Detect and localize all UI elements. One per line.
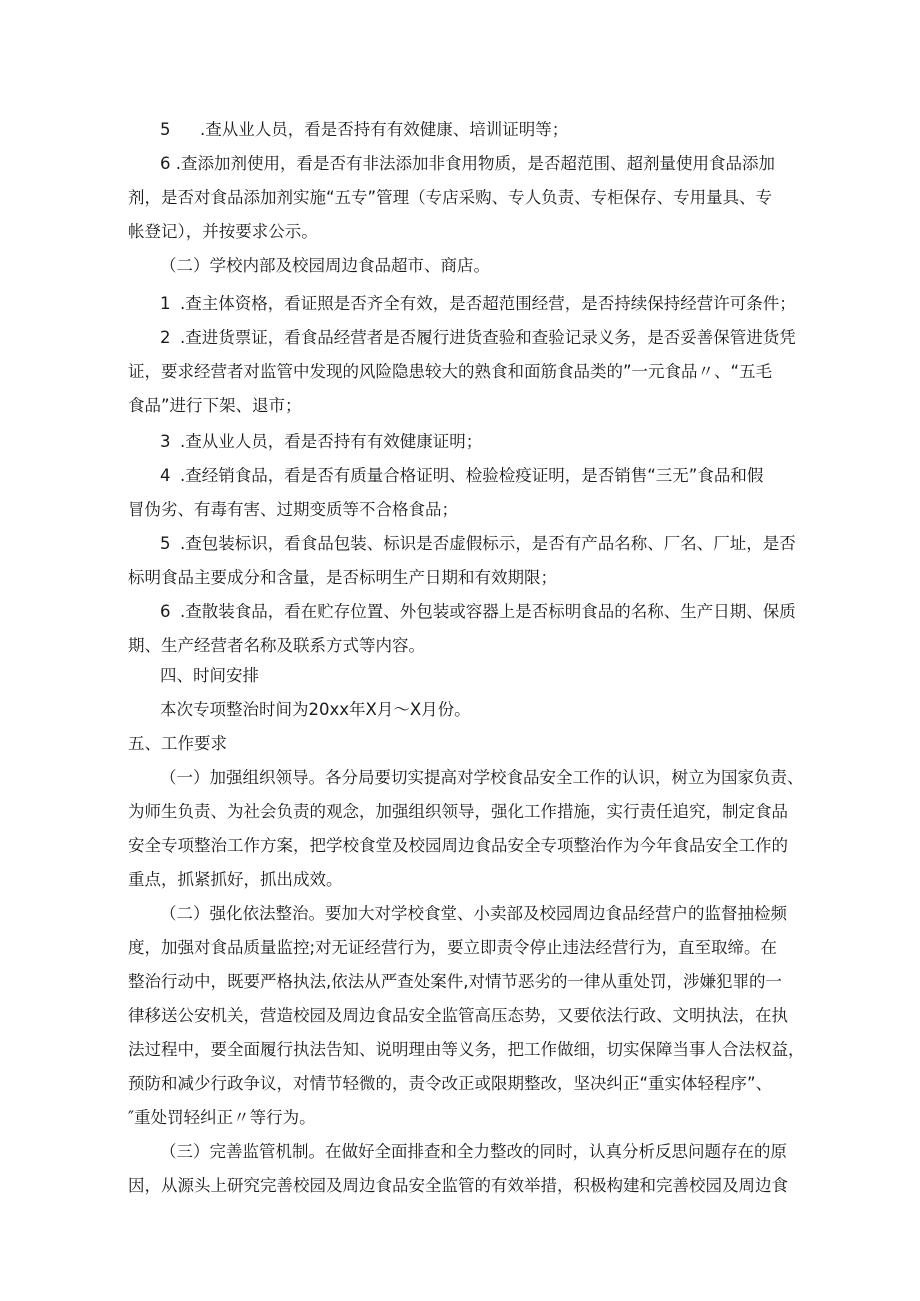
text-line: 法过程中，要全面履行执法告知、说明理由等义务，把工作做细，切实保障当事人合法权益， (128, 1040, 805, 1059)
text-line: 重点，抓紧抓好，抓出成效。 (128, 870, 343, 889)
item-number: 5 (160, 534, 171, 553)
text-line: 因，从源头上研究完善校园及周边食品安全监管的有效举措，积极构建和完善校园及周边食 (128, 1176, 788, 1195)
text-line: 度，加强对食品质量监控;对无证经营行为，要立即责令停止违法经营行为，直至取缔。在 (128, 938, 778, 957)
text-line: .查进货票证，看食品经营者是否履行进货查验和查验记录义务，是否妥善保管进货凭 (180, 328, 796, 347)
paragraph-item-3-staff (128, 425, 796, 459)
text-line: 证，要求经营者对监管中发现的风险隐患较大的熟食和面筋食品类的”一元食品〃、“五毛 (128, 362, 773, 381)
text-line: 6 .查添加剂使用，看是否有非法添加非食用物质，是否超范围、超剂量使用食品添加 (160, 154, 775, 173)
paragraph-item-6-additives (128, 147, 796, 249)
paragraph-requirement-2 (128, 897, 805, 1135)
text-line: 标明食品主要成分和含量，是否标明生产日期和有效期限； (128, 568, 557, 587)
text-line: 律移送公安机关，营造校园及周边食品安全监管高压态势，又要依法行政、文明执法，在执 (128, 1006, 788, 1025)
paragraph-item-4-goods (128, 459, 796, 527)
section-heading-4-schedule (128, 659, 796, 693)
paragraph-item-5-labels (128, 527, 796, 595)
text-line: 为师生负责、为社会负责的观念，加强组织领导，强化工作措施，实行责任追究，制定食品 (128, 802, 788, 821)
item-number: 3 (160, 432, 171, 451)
paragraph-requirement-3 (128, 1135, 796, 1203)
text-line: 预防和减少行政争议，对情节轻微的，责令改正或限期整改，坚决纠正“重实体轻程序”、 (128, 1074, 773, 1093)
heading-text: 五、工作要求 (128, 734, 227, 753)
text-line: （三）完善监管机制。在做好全面排查和全力整改的同时，认真分析反思问题存在的原 (160, 1142, 787, 1161)
section-heading-5-requirements (128, 727, 796, 761)
schedule-text (128, 693, 796, 727)
text-line: 本次专项整治时间为20xx年X月～X月份。 (160, 700, 471, 719)
text-line: .查包装标识，看食品包装、标识是否虚假标示，是否有产品名称、厂名、厂址，是否 (180, 534, 796, 553)
heading-text: （二）学校内部及校园周边食品超市、商店。 (160, 256, 490, 275)
item-number: 4 (160, 466, 171, 485)
text-line: 帐登记），并按要求公示。 (128, 222, 318, 241)
paragraph-item-2-invoices (128, 321, 796, 423)
heading-text: 四、时间安排 (160, 666, 259, 685)
section-heading-2 (128, 249, 796, 283)
text-line: 整治行动中，既要严格执法,依法从严查处案件,对情节恶劣的一律从重处罚，涉嫌犯罪的一 (128, 972, 782, 991)
paragraph-item-5-staff (128, 113, 796, 147)
text-line: 剂，是否对食品添加剂实施“五专”管理（专店采购、专人负责、专柜保存、专用量具、专 (128, 188, 773, 207)
item-number: 6 (160, 602, 171, 621)
paragraph-item-1-qualification (128, 287, 796, 321)
text-line: 安全专项整治工作方案，把学校食堂及校园周边食品安全专项整治作为今年食品安全工作的 (128, 836, 788, 855)
paragraph-item-6-bulk (128, 595, 796, 663)
text-line: （二）强化依法整治。要加大对学校食堂、小卖部及校园周边食品经营户的监督抽检频 (160, 904, 787, 923)
item-number: 5 (160, 120, 171, 139)
item-text: .查从业人员，看是否持有有效健康证明； (180, 432, 483, 451)
item-text: .查主体资格，看证照是否齐全有效，是否超范围经营，是否持续保持经营许可条件； (180, 294, 796, 313)
item-text: .查从业人员，看是否持有有效健康、培训证明等； (200, 120, 569, 139)
text-line: 期、生产经营者名称及联系方式等内容。 (128, 636, 425, 655)
text-line: ″重处罚轻纠正〃等行为。 (128, 1108, 316, 1127)
text-line: 冒伪劣、有毒有害、过期变质等不合格食品； (128, 500, 458, 519)
text-line: .查经销食品，看是否有质量合格证明、检验检疫证明，是否销售“三无”食品和假 (180, 466, 764, 485)
text-line: .查散装食品，看在贮存位置、外包装或容器上是否标明食品的名称、生产日期、保质 (180, 602, 796, 621)
paragraph-requirement-1 (128, 761, 804, 897)
item-number: 1 (160, 294, 171, 313)
item-number: 2 (160, 328, 171, 347)
text-line: （一）加强组织领导。各分局要切实提高对学校食品安全工作的认识，树立为国家负责、 (160, 768, 804, 787)
text-line: 食品”进行下架、退市； (128, 396, 302, 415)
